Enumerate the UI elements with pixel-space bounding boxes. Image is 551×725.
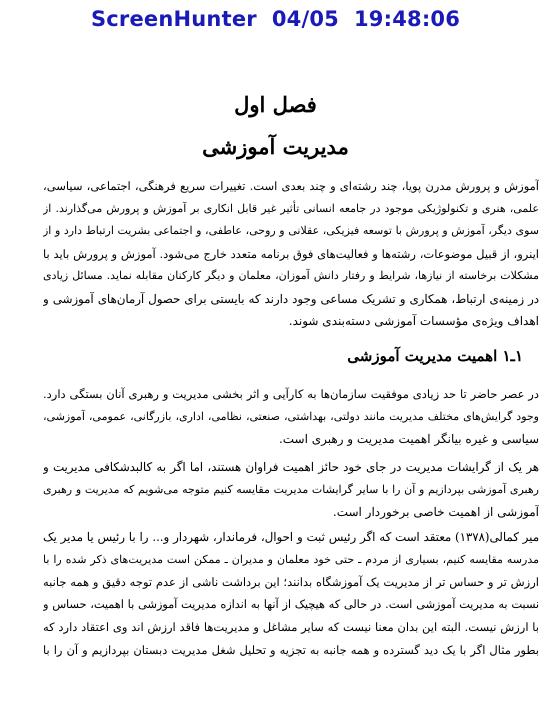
paragraph-line: علمی، هنری و تکنولوژیکی موجود در جامعه انسانی تأثیر غیر قابل انکاری بر آموزش و پرورش می‌گذارند. از xyxy=(43,201,539,215)
screenhunter-watermark: ScreenHunter 04/05 19:48:06 xyxy=(90,7,461,31)
paragraph-line: هر یک از گرایشات مدیریت در جای خود حائز اهمیت فراوان هستند، اما اگر به کالبدشکافی مدیریت و xyxy=(43,460,539,474)
paragraph-line: سوی دیگر، آموزش و پرورش با توسعه فیزیکی، عقلانی و روحی، عاطفی، و اجتماعی بشریت ارتباط دارد و از xyxy=(43,224,539,237)
paragraph-line: مشکلات برخاسته از نیازها، شرایط و رفتار دانش آموزان، معلمان و دیگر کارکنان مقابله نماید. مسائل زیادی xyxy=(43,269,539,282)
paragraph-line: رهبری آموزشی بپردازیم و آن را با سایر گرایشات مدیریت مقایسه کنیم متوجه می‌شویم که مدیریت و رهبری xyxy=(43,482,539,496)
paragraph-line: سیاسی و غیره بیانگر اهمیت مدیریت و رهبری است. xyxy=(278,432,539,446)
paragraph-line: اینرو، از قبیل موضوعات، رشته‌ها و فعالیت‌های فوق برنامه متعدد خارج می‌شود. آموزش و پرورش باید با xyxy=(43,246,539,261)
chapter-title: فصل اول xyxy=(234,92,317,117)
chapter-subtitle: مدیریت آموزشی xyxy=(202,134,349,159)
paragraph-line: وجود گرایش‌های مختلف مدیریت مانند دولتی، بهداشتی، صنعتی، نظامی، اداری، بازرگانی، عمومی، آموزشی، xyxy=(43,409,539,423)
section-heading: ۱ـ۱ اهمیت مدیریت آموزشی xyxy=(347,347,523,365)
paragraph-line: ارزش تر و حساس تر از مدیریت یک آموزشگاه بدانند؛ این برداشت ناشی از عدم توجه دقیق و همه جانبه xyxy=(43,575,539,589)
paragraph-line: آموزشی از اهمیت خاصی برخوردار است. xyxy=(332,505,539,519)
paragraph-line: نسبت به مدیریت آموزشی است. در حالی که هیچیک از آنها به اندازه مدیریت آموزشی با اهمیت، حساس و xyxy=(43,597,539,611)
paragraph-line: در عصر حاضر تا حد زیادی موفقیت سازمان‌ها به کارآیی و اثر بخشی مدیریت و رهبری آنان بستگی دارد. xyxy=(43,387,539,401)
paragraph-line: میر کمالی(۱۳۷۸) معتقد است که اگر رئیس ثبت و احوال، فرماندار، شهردار و... را با رئیس یا مدیر یک xyxy=(43,530,539,544)
paragraph-line: در زمینه‌ی ارتباط، همکاری و تشریک مساعی وجود دارند که بایستی برای حصول آرمان‌های آموزشی و xyxy=(43,291,539,306)
paragraph-line: اهداف ویژه‌ی مؤسسات آموزشی دسته‌بندی شوند. xyxy=(288,314,539,328)
section-paragraph-1 xyxy=(43,383,539,451)
paragraph-line: با ارزش نیست. البته این بدان معنا نیست که سایر مشاغل و مدیریت‌ها فاقد ارزش اند وی اعتقاد دارد که xyxy=(43,620,539,634)
paragraph-line: مدرسه مقایسه کنیم، بسیاری از مردم ـ حتی خود معلمان و مدیران ـ ممکن است مدیریت‌های ذکر شده را با xyxy=(43,552,539,566)
paragraph-line: آموزش و پرورش مدرن پویا، چند رشته‌ای و چند بعدی است. تغییرات سریع فرهنگی، اجتماعی، سیاسی، xyxy=(43,179,539,193)
intro-paragraph xyxy=(43,175,539,333)
section-paragraph-2 xyxy=(43,456,539,524)
paragraph-line: بطور مثال اگر با یک دید گسترده و همه جانبه به تجزیه و تحلیل شغل مدیریت دبستان بپردازیم و آن را با xyxy=(43,642,539,657)
section-paragraph-3 xyxy=(43,526,539,661)
